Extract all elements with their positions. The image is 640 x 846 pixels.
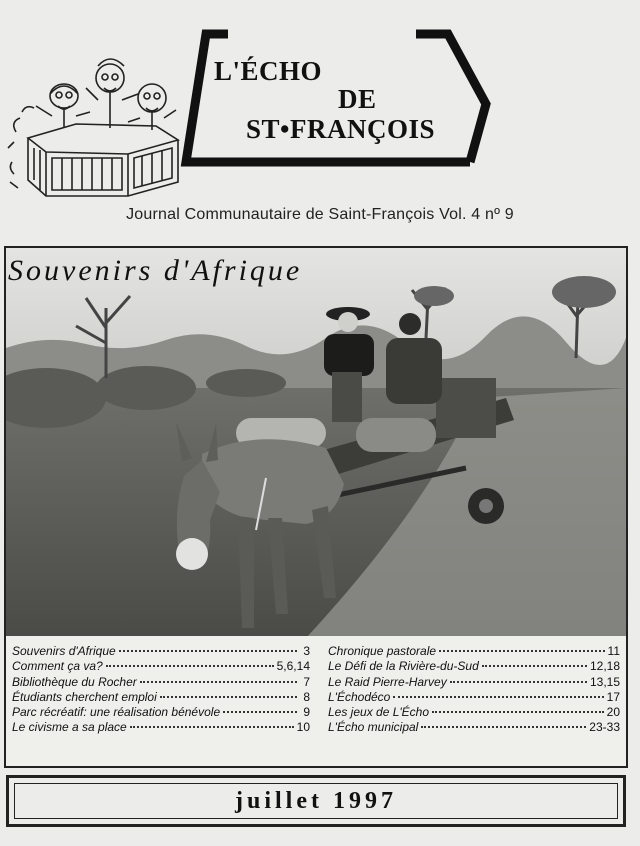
toc-entry-title: Bibliothèque du Rocher [12, 674, 137, 689]
toc-entry[interactable] [328, 644, 620, 659]
masthead-frame [180, 28, 492, 168]
toc-entry-page: 17 [606, 689, 620, 704]
toc-entry-page: 9 [303, 705, 310, 720]
cover-title: Souvenirs d'Afrique [8, 254, 303, 287]
toc-leader [393, 696, 603, 698]
toc-leader [450, 681, 587, 683]
toc-right-column [328, 644, 620, 736]
toc-entry-page: 11 [607, 644, 620, 658]
toc-entry-title: L'Écho municipal [328, 720, 419, 735]
toc-leader [106, 665, 274, 667]
masthead-line-1: L'ÉCHO [214, 56, 323, 86]
toc-leader [119, 650, 297, 652]
toc-leader [432, 711, 604, 713]
toc-entry-page: 7 [303, 674, 310, 689]
toc-leader [160, 696, 297, 698]
toc-entry-title: Souvenirs d'Afrique [12, 644, 116, 658]
toc-entry[interactable] [328, 705, 620, 720]
toc-left-column [12, 644, 310, 736]
toc-entry-page: 20 [606, 705, 620, 720]
toc-entry[interactable] [12, 644, 310, 659]
toc-leader [439, 650, 604, 652]
masthead-line-2: DE [338, 84, 377, 114]
masthead [180, 28, 492, 168]
toc-entry-page: 10 [296, 720, 310, 735]
toc-entry-page: 12,18 [589, 659, 620, 674]
toc-entry-title: Parc récréatif: une réalisation bénévole [12, 705, 221, 720]
table-of-contents [4, 636, 628, 768]
toc-entry-page: 3 [303, 644, 310, 658]
toc-entry-title: Comment ça va? [12, 659, 103, 674]
cover-photo [4, 246, 628, 640]
toc-entry[interactable] [328, 659, 620, 674]
journal-subtitle: Journal Communautaire de Saint-François Vol. 4 nº 9 [126, 206, 514, 223]
toc-leader [130, 726, 294, 728]
toc-entry[interactable] [328, 720, 620, 735]
toc-entry[interactable] [12, 705, 310, 720]
toc-entry-title: Étudiants cherchent emploi [12, 689, 157, 704]
toc-entry-title: L'Échodéco [328, 689, 391, 704]
toc-entry[interactable] [12, 659, 310, 674]
logo-cartoon [6, 50, 184, 200]
toc-entry-page: 8 [303, 689, 310, 704]
issue-date-inner-frame [14, 783, 618, 819]
toc-leader [482, 665, 587, 667]
toc-entry-page: 13,15 [589, 674, 620, 689]
toc-entry-title: Les jeux de L'Écho [328, 705, 430, 720]
toc-entry[interactable] [12, 675, 310, 690]
toc-leader [223, 711, 297, 713]
toc-entry[interactable] [12, 720, 310, 735]
toc-entry-title: Le civisme a sa place [12, 720, 127, 735]
toc-leader [421, 726, 586, 728]
masthead-line-3: ST•FRANÇOIS [246, 114, 435, 144]
toc-leader [140, 681, 297, 683]
toc-entry[interactable] [328, 675, 620, 690]
toc-entry-title: Le Raid Pierre-Harvey [328, 674, 447, 689]
toc-entry-page: 23-33 [589, 720, 620, 735]
issue-date-box [6, 775, 626, 827]
toc-entry-title: Chronique pastorale [328, 644, 437, 658]
toc-entry[interactable] [328, 690, 620, 705]
toc-entry-page: 5,6,14 [276, 659, 310, 674]
toc-entry-title: Le Défi de la Rivière-du-Sud [328, 659, 479, 674]
issue-date: juillet 1997 [235, 787, 397, 814]
toc-entry[interactable] [12, 690, 310, 705]
